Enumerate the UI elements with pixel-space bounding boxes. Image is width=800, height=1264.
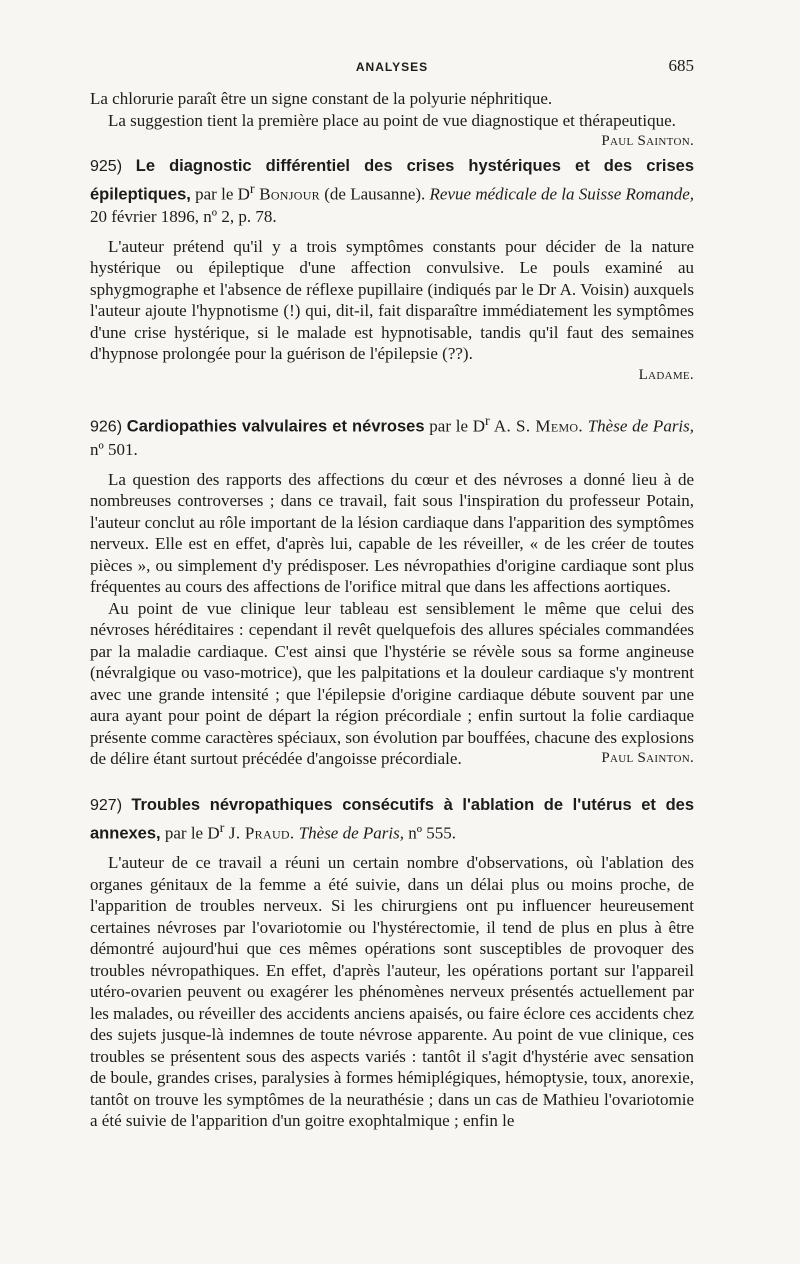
entry-signature: Ladame. [638,366,694,383]
entry-reference: nº 555. [403,823,457,843]
entry-title: Cardiopathies valvulaires et névroses [126,417,425,436]
entry-author: Bonjour [254,184,320,204]
entry-body-paragraph: L'auteur prétend qu'il y a trois symptômes constants pour décider de la nature hystérique ou épileptique d'une affection convulsive. Le pouls examiné au sphygmographe et l'absence de réflexe pupillaire (indiqués par le Dr A. Voisin) auxquels l'auteur ajoute l'hypnotisme (!) qui, dit-il, fait disparaître immédiatement les symptômes d'une crise hystérique, si le malade est hypnotisable, tandis qu'il faut des semaines d'hypnose prolongée pour la guérison de l'épilepsie (??). [90,236,694,364]
entry-journal: Thèse de Paris, [587,416,695,436]
entry-signature: Paul Sainton. [601,750,694,767]
entry-sup: r [219,819,225,836]
entry-title: Le diagnostic différentiel des crises hystériques et des crises épileptiques, [90,157,694,204]
entry-author: A. S. Memo. [489,416,583,436]
entry-reference: nº 501. [90,439,138,459]
entry-body-text: Au point de vue clinique leur tableau est sensiblement le même que celui des névroses héréditaires : cependant il revêt quelquefois des allures spéciales commandées par la maladie cardiaque. C'est ainsi que l'hystérie se révèle sous sa forme angineuse (névralgique ou vaso-motrice), que les palpitations et la douleur cardiaque s'y montrent avec une grande intensité ; que l'épilepsie d'origine cardiaque débute souvent par une aura ayant pour point de départ la région précordiale ; enfin surtout la folie cardiaque présente comme caractères spéciaux, son évolution par bouffées, chacune des explosions de délire étant surtout précédée d'angoisse précordiale. [90,598,694,769]
entry-reference: 20 février 1896, nº 2, p. 78. [90,206,277,226]
entry-925 [90,155,694,386]
entry-926 [90,410,694,770]
entry-heading [90,155,694,228]
entry-heading [90,410,694,461]
intro-line-1: La chlorurie paraît être un signe constant de la polyurie néphritique. [90,89,553,108]
entry-author: J. Praud. [224,823,295,843]
entry-number: 926) [90,418,123,436]
entry-number: 925) [90,158,123,175]
entry-by: par le D [424,416,486,436]
entry-body-paragraph: La question des rapports des affections du cœur et des névroses a donné lieu à de nombreuses controverses ; dans ce travail, fait sous l'inspiration du professeur Potain, l'auteur conclut au rôle important de la lésion cardiaque dans l'apparition des symptômes nerveux. Elle est en effet, d'après lui, capable de les réveiller, « de les créer de toutes pièces », ou simplement d'y prédisposer. Les névropathies d'origine cardiaque sont plus fréquentes au cours des affections de l'orifice mitral que dans les affections aortiques. [90,469,694,597]
entry-heading [90,794,694,845]
page-header [90,56,694,80]
entry-body-paragraph [90,598,694,770]
page-number: 685 [668,56,694,75]
entry-place: (de Lausanne). [319,184,430,204]
entry-journal: Revue médicale de la Suisse Romande, [429,184,694,204]
entry-journal: Thèse de Paris, [298,823,404,843]
entry-title: Troubles névropathiques consécutifs à l'ablation de l'utérus et des annexes, [90,795,695,843]
running-title: ANALYSES [355,60,429,74]
entry-number: 927) [90,796,123,814]
entry-sup: r [249,181,255,197]
page-content [90,88,694,1132]
intro-line-2-text: La suggestion tient la première place au point de vue diagnostique et thérapeutique. [108,110,676,130]
entry-by: par le D [160,823,220,843]
entry-body-paragraph: L'auteur de ce travail a réuni un certain nombre d'observations, où l'ablation des organes génitaux de la femme a été suivie, dans un délai plus ou moins proche, de l'apparition de troubles nerveux. Si les chirurgiens ont pu influencer heureusement certaines névroses par l'ovariotomie ou l'hystérectomie, il tend de plus en plus à être démontré aujourd'hui que ces mêmes opérations sont susceptibles de provoquer des troubles névropathiques. En effet, d'après l'auteur, les opérations portant sur l'appareil utéro-ovarien peuvent ou exagérer les phénomènes nerveux présentés actuellement par les malades, ou réveiller des accidents anciens apaisés, ou faire éclore ces accidents chez des sujets jusque-là indemnes de toute névrose apparente. Au point de vue clinique, ces troubles se présentent sous des aspects variés : tantôt il s'agit d'hystérie avec sensation de boule, grandes crises, paralysies à formes hémiplégiques, hémoptysie, toux, anorexie, tantôt on trouve les symptômes de la neurathésie ; dans un cas de Mathieu l'ovariotomie a été suivie de l'apparition d'un goitre exophtalmique ; enfin le [90,853,694,1131]
entry-927 [90,794,694,1132]
entry-by: par le D [190,184,250,204]
intro-signature: Paul Sainton. [601,133,694,149]
entry-sup: r [485,413,490,430]
intro-line-2 [90,110,694,149]
